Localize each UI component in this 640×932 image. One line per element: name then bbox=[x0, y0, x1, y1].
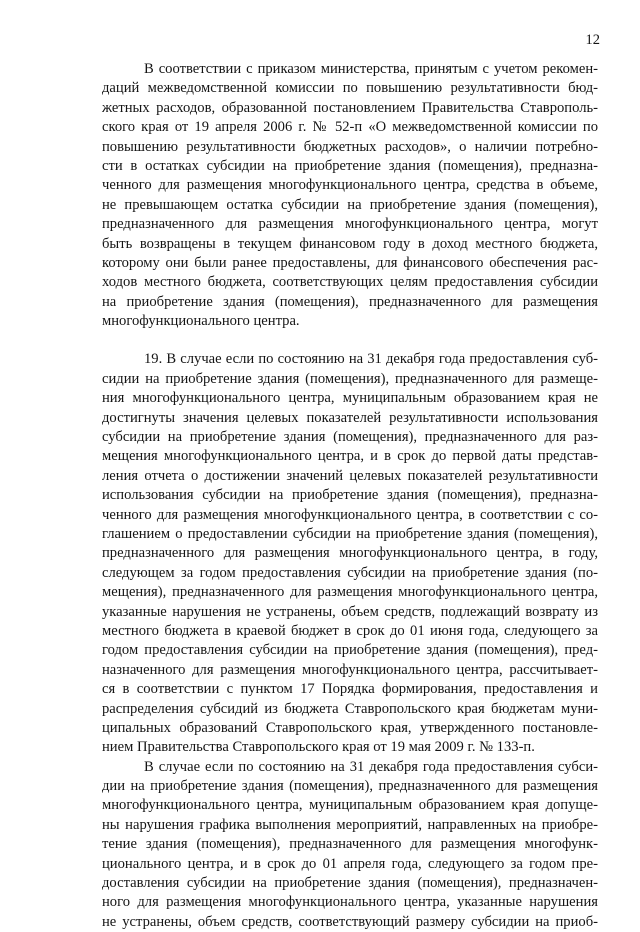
text-line: субсидии на приобретение здания (помещения), предназначенного для раз- bbox=[102, 429, 598, 446]
text-line: сидии на приобретение здания (помещения), предназначенного для размеще- bbox=[102, 370, 598, 387]
paragraph-3 bbox=[102, 758, 598, 932]
text-line: использования субсидии на приобретение здания (помещения), предназна- bbox=[102, 487, 598, 504]
text-line: нием Правительства Ставропольского края от 19 мая 2009 г. № 133-п. bbox=[102, 739, 535, 756]
text-line: многофункционального центра. bbox=[102, 313, 300, 330]
text-line: которому они были ранее предоставлены, для финансового обеспечения рас- bbox=[102, 254, 598, 271]
text-line: быть возвращены в текущем финансовом году в доход местного бюджета, bbox=[102, 235, 598, 252]
text-line: ния многофункционального центра, муниципальным образованием края не bbox=[102, 390, 598, 407]
paragraph-spacer bbox=[102, 331, 598, 350]
text-line: дии на приобретение здания (помещения), предназначенного для размещения bbox=[102, 778, 598, 795]
text-line: ченного для размещения многофункционального центра, средства в объеме, bbox=[102, 177, 598, 194]
page-number: 12 bbox=[585, 32, 600, 48]
text-line: сти в остатках субсидии на приобретение здания (помещения), предназна- bbox=[102, 157, 598, 174]
text-line: глашением о предоставлении субсидии на приобретение здания (помещения), bbox=[102, 525, 598, 542]
text-line: распределения субсидий из бюджета Ставропольского края бюджетам муни- bbox=[102, 700, 598, 717]
text-line: ления отчета о достижении значений целевых показателей результативности bbox=[102, 467, 598, 484]
text-line: следующем за годом предоставления субсидии на приобретение здания (по- bbox=[102, 564, 598, 581]
text-line: указанные нарушения не устранены, объем средств, подлежащий возврату из bbox=[102, 603, 598, 620]
text-line: мещения многофункционального центра, и в срок до первой даты представ- bbox=[102, 448, 598, 465]
text-line: ходов местного бюджета, соответствующих целям предоставления субсидии bbox=[102, 274, 598, 291]
text-line: назначенного для размещения многофункционального центра, рассчитывает- bbox=[102, 661, 598, 678]
text-line: на приобретение здания (помещения), предназначенного для размещения bbox=[102, 293, 598, 310]
text-line: достигнуты значения целевых показателей результативности использования bbox=[102, 409, 598, 426]
text-line: годом предоставления субсидии на приобретение здания (помещения), пред- bbox=[102, 642, 598, 659]
text-line: ся в соответствии с пунктом 17 Порядка формирования, предоставления и bbox=[102, 681, 598, 698]
text-line: ципальных образований Ставропольского края, утвержденного постановле- bbox=[102, 719, 598, 736]
text-line: ского края от 19 апреля 2006 г. № 52-п «О межведомственной комиссии по bbox=[102, 119, 598, 136]
text-line: ченного для размещения многофункционального центра, в соответствии с со- bbox=[102, 506, 598, 523]
text-line: В соответствии с приказом министерства, принятым с учетом рекомен- bbox=[144, 61, 598, 77]
text-line: ционального центра, и в срок до 01 апреля года, следующего за годом пре- bbox=[102, 855, 598, 872]
text-line: предназначенного для размещения многофункционального центра, в году, bbox=[102, 545, 598, 562]
text-line: В случае если по состоянию на 31 декабря года предоставления субси- bbox=[144, 758, 598, 775]
text-line: жетных расходов, образованной постановлением Правительства Ставрополь- bbox=[102, 99, 598, 116]
text-line: ного для размещения многофункционального центра, указанные нарушения bbox=[102, 894, 598, 911]
text-line: не превышающем остатка субсидии на приобретение здания (помещения), bbox=[102, 196, 598, 213]
text-line: ны нарушения графика выполнения мероприятий, направленных на приобре- bbox=[102, 816, 598, 833]
document-body bbox=[102, 60, 598, 932]
text-line: доставления субсидии на приобретение здания (помещения), предназначен- bbox=[102, 875, 598, 892]
text-line: местного бюджета в краевой бюджет в срок до 01 июня года, следующего за bbox=[102, 622, 598, 639]
text-line: даций межведомственной комиссии по повышению результативности бюд- bbox=[102, 80, 598, 97]
text-line: тение здания (помещения), предназначенного для размещения многофунк- bbox=[102, 836, 598, 853]
text-line: повышению результативности бюджетных расходов», о наличии потребно- bbox=[102, 138, 598, 155]
paragraph-2 bbox=[102, 350, 598, 757]
text-line: предназначенного для размещения многофункционального центра, могут bbox=[102, 216, 598, 233]
text-line: не устранены, объем средств, соответствующий размеру субсидии на приоб- bbox=[102, 913, 598, 930]
text-line: 19. В случае если по состоянию на 31 декабря года предоставления суб- bbox=[144, 351, 598, 368]
text-line: многофункционального центра, муниципальным образованием края допуще- bbox=[102, 797, 598, 814]
paragraph-1 bbox=[102, 60, 598, 331]
text-line: мещения), предназначенного для размещения многофункционального центра, bbox=[102, 584, 598, 601]
